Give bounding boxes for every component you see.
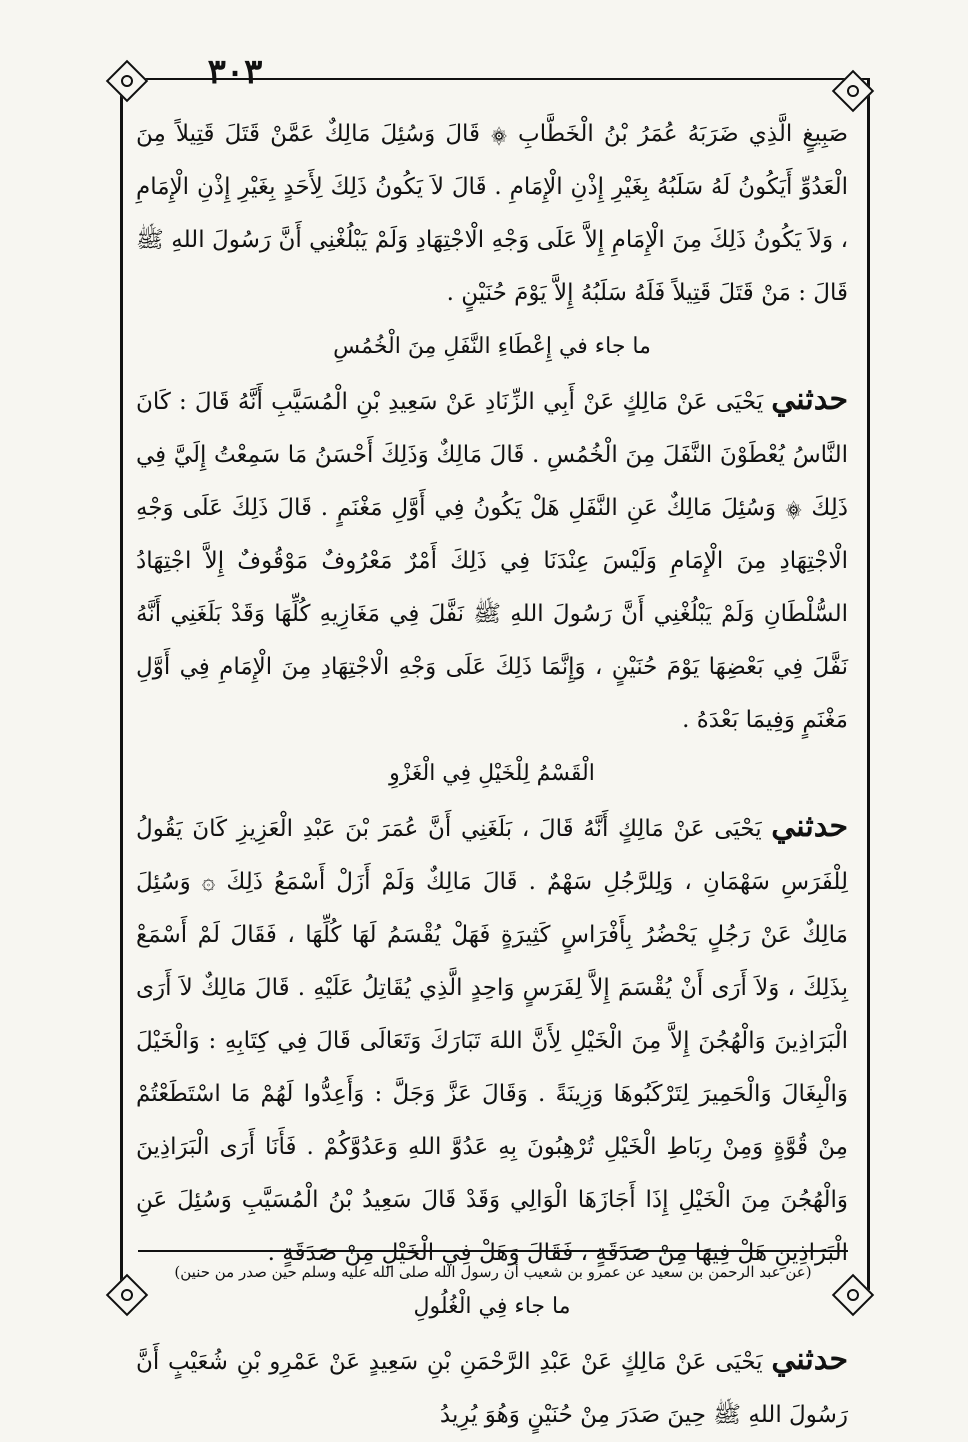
paragraph-lead-word: حدثني: [771, 1342, 849, 1377]
footnote-divider: [138, 1250, 848, 1252]
paragraph: [136, 1333, 848, 1442]
section-heading: ما جاء فِي الْغُلُولِ: [413, 1294, 571, 1319]
paragraph: [136, 800, 848, 1280]
section-heading: ما جاء في إِعْطَاءِ النَّفَلِ مِنَ الْخُمُسِ: [333, 334, 651, 359]
main-text: [136, 108, 848, 1442]
paragraph-text: يَحْيَى عَنْ مَالِكٍ عَنْ أَبِي الزِّنَادِ عَنْ سَعِيدِ بْنِ الْمُسَيَّبِ أَنَّهُ قَالَ : كَانَ النَّاسُ يُعْطَوْنَ النَّفَلَ مِنَ الْخُمُسِ . قَالَ مَالِكٌ وَذَلِكَ أَحْسَنُ مَا سَمِعْتُ إِلَيَّ فِي ذَلِكَ ۞ وَسُئِلَ مَالِكٌ عَنِ النَّفَلِ هَلْ يَكُونُ فِي أَوَّلِ مَغْنَمٍ . قَالَ ذَلِكَ عَلَى وَجْهِ الْاجْتِهَادِ مِنَ الْإِمَامِ وَلَيْسَ عِنْدَنَا فِي ذَلِكَ أَمْرٌ مَعْرُوفٌ مَوْقُوفٌ إِلاَّ اجْتِهَادُ السُّلْطَانِ وَلَمْ يَبْلُغْنِي أَنَّ رَسُولَ اللهِ ﷺ نَفَّلَ فِي مَغَازِيهِ كُلِّهَا وَقَدْ بَلَغَنِي أَنَّهُ نَفَّلَ فِي بَعْضِهَا يَوْمَ حُنَيْنٍ ، وَإِنَّمَا ذَلِكَ عَلَى وَجْهِ الْاجْتِهَادِ مِنَ الْإِمَامِ فِي أَوَّلِ مَغْنَمٍ وَفِيمَا بَعْدَهُ .: [136, 389, 848, 733]
section-heading: الْقَسْمُ لِلْخَيْلِ فِي الْغَزْوِ: [389, 761, 595, 786]
paragraph-text: صَبِيغٍ الَّذِي ضَرَبَهُ عُمَرُ بْنُ الْخَطَّابِ ۞ قَالَ وَسُئِلَ مَالِكٌ عَمَّنْ قَتَلَ قَتِيلاً مِنَ الْعَدُوِّ أَيَكُونُ لَهُ سَلَبُهُ بِغَيْرِ إِذْنِ الْإِمَامِ . قَالَ لاَ يَكُونُ ذَلِكَ لِأَحَدٍ بِغَيْرِ إِذْنِ الْإِمَامِ ، وَلاَ يَكُونُ ذَلِكَ مِنَ الْإِمَامِ إِلاَّ عَلَى وَجْهِ الْاجْتِهَادِ وَلَمْ يَبْلُغْنِي أَنَّ رَسُولَ اللهِ ﷺ قَالَ : مَنْ قَتَلَ قَتِيلاً فَلَهُ سَلَبُهُ إِلاَّ يَوْمَ حُنَيْنٍ .: [136, 121, 848, 306]
paragraph-lead-word: حدثني: [771, 809, 848, 844]
paragraph-text: يَحْيَى عَنْ مَالِكٍ أَنَّهُ قَالَ ، بَلَغَنِي أَنَّ عُمَرَ بْنَ عَبْدِ الْعَزِيزِ كَانَ يَقُولُ لِلْفَرَسِ سَهْمَانِ ، وَلِلرَّجُلِ سَهْمٌ . قَالَ مَالِكٌ وَلَمْ أَزَلْ أَسْمَعُ ذَلِكَ ۞ وَسُئِلَ مَالِكٌ عَنْ رَجُلٍ يَحْضُرُ بِأَفْرَاسٍ كَثِيرَةٍ فَهَلْ يُقْسَمُ لَهَا كُلِّهَا ، فَقَالَ لَمْ أَسْمَعْ بِذَلِكَ ، وَلاَ أَرَى أَنْ يُقْسَمَ إِلاَّ لِفَرَسٍ وَاحِدٍ الَّذِي يُقَاتِلُ عَلَيْهِ . قَالَ مَالِكٌ لاَ أَرَى الْبَرَاذِينَ وَالْهُجُنَ إِلاَّ مِنَ الْخَيْلِ لِأَنَّ اللهَ تَبَارَكَ وَتَعَالَى قَالَ فِي كِتَابِهِ : وَالْخَيْلَ وَالْبِغَالَ وَالْحَمِيرَ لِتَرْكَبُوهَا وَزِينَةً . وَقَالَ عَزَّ وَجَلَّ : وَأَعِدُّوا لَهُمْ مَا اسْتَطَعْتُمْ مِنْ قُوَّةٍ وَمِنْ رِبَاطِ الْخَيْلِ تُرْهِبُونَ بِهِ عَدُوَّ اللهِ وَعَدُوَّكُمْ . فَأَنَا أَرَى الْبَرَاذِينَ وَالْهُجُنَ مِنَ الْخَيْلِ إِذَا أَجَازَهَا الْوَالِي وَقَدْ قَالَ سَعِيدُ بْنُ الْمُسَيَّبِ وَسُئِلَ عَنِ الْبَرَاذِينِ هَلْ فِيهَا مِنْ صَدَقَةٍ ، فَقَالَ وَهَلْ فِي الْخَيْلِ مِنْ صَدَقَةٍ .: [136, 816, 848, 1266]
page-number: ٣٠٣: [207, 52, 263, 92]
paragraph-text: يَحْيَى عَنْ مَالِكٍ عَنْ عَبْدِ الرَّحْمَنِ بْنِ سَعِيدٍ عَنْ عَمْرِو بْنِ شُعَيْبٍ أَنَّ رَسُولَ اللهِ ﷺ حِينَ صَدَرَ مِنْ حُنَيْنٍ وَهُوَ يُرِيدُ: [136, 1349, 848, 1428]
paragraph-lead-word: حدثني: [771, 382, 848, 417]
paragraph: [136, 108, 848, 320]
footnote: (عن عبد الرحمن بن سعيد عن عمرو بن شعيب أن رسول الله صلى الله عليه وسلم حين صدر من حنين): [174, 1263, 812, 1281]
paragraph: [136, 373, 848, 747]
